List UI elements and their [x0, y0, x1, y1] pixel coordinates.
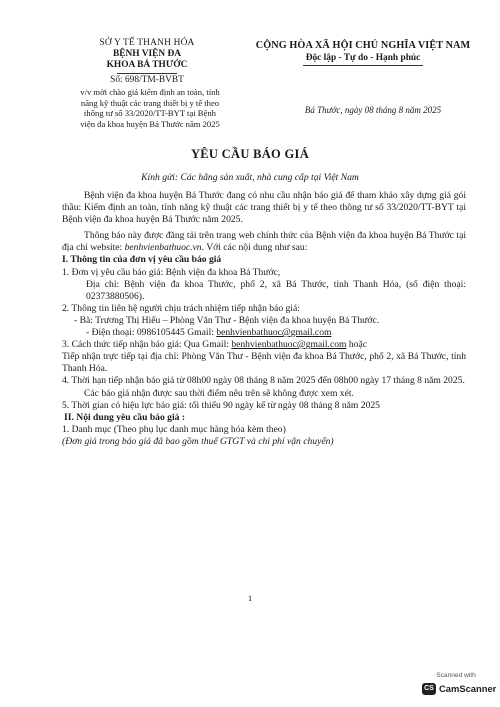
intro-paragraph: Bệnh viện đa khoa huyện Bá Thước đang có nhu cầu nhận báo giá để tham khảo xây dựng giá gói thầu: Kiểm định an toàn, tính năng kỹ thuật các trang thiết bị y tế theo thông tư số 33/2020/TT-BYT tại Bệnh viện đa khoa huyện Bá Thước năm 2025. — [62, 190, 466, 226]
regarding-line: năng kỹ thuật các trang thiết bị y tế theo — [80, 97, 220, 108]
nation-name: CỘNG HÒA XÃ HỘI CHỦ NGHĨA VIỆT NAM — [255, 40, 471, 51]
notice-paragraph — [62, 230, 466, 254]
section2-item1: 1. Danh mục (Theo phụ lục danh mục hàng hóa kèm theo) — [62, 423, 286, 435]
scanner-brand: CamScanner — [439, 683, 497, 694]
camscanner-logo-icon: CS — [422, 683, 436, 695]
document-number: Số: 698/TM-BVBT — [110, 75, 184, 85]
item3-text-end: hoặc — [346, 339, 367, 351]
scanner-watermark — [421, 672, 497, 700]
website-link[interactable]: benhvienbathuoc.vn — [124, 242, 202, 254]
motto-underline — [303, 65, 423, 66]
section1-contact-person: - Bà: Trương Thị Hiếu – Phòng Văn Thư - Bệnh viện đa khoa huyện Bá Thước. — [74, 314, 380, 326]
notice-text-end: . Với các nội dung như sau: — [201, 242, 308, 254]
regarding-line: thông tư số 33/2020/TT-BYT tại Bệnh — [84, 108, 216, 118]
section1-item5: 5. Thời gian có hiệu lực báo giá: tối thiểu 90 ngày kể từ ngày 08 tháng 8 năm 2025 — [62, 399, 380, 411]
item3-text: 3. Cách thức tiếp nhận báo giá: Qua Gmail: — [62, 339, 232, 351]
national-motto: Độc lập - Tự do - Hạnh phúc — [305, 53, 421, 63]
section1-item3-continued: Tiếp nhận trực tiếp tại địa chỉ: Phòng Văn Thư - Bệnh viện đa khoa Bá Thước, phố 2, xã Bá Thước, tỉnh Thanh Hóa. — [62, 351, 466, 375]
scanner-caption: Scanned with — [436, 672, 476, 679]
issuer-block — [62, 38, 232, 86]
notice-text: Thông báo này được đăng tải trên trang web chính thức của Bệnh viện đa khoa huyện Bá Thước tại địa chỉ website: — [62, 230, 466, 254]
section1-address: Địa chỉ: Bệnh viện đa khoa Thước, phố 2, xã Bá Thước, tỉnh Thanh Hóa, (số điện thoại: 02373880506). — [86, 278, 466, 302]
section1-item1: 1. Đơn vị yêu cầu báo giá: Bệnh viện đa khoa Bá Thước, — [62, 266, 281, 278]
section1-phone — [62, 327, 466, 339]
section2-price-note: (Đơn giá trong báo giá đã bao gồm thuế GTGT và chi phí vận chuyển) — [62, 435, 334, 447]
hospital-name-line1: BỆNH VIỆN ĐA — [112, 49, 182, 59]
page-number: 1 — [247, 593, 253, 603]
issuer-underline — [117, 73, 177, 74]
section1-item3 — [62, 339, 466, 351]
section1-heading: I. Thông tin của đơn vị yêu cầu báo giá — [62, 254, 222, 266]
contact-email-link[interactable]: benhvienbathuoc@gmail.com — [216, 327, 332, 339]
hospital-name-line2: KHOA BÁ THƯỚC — [106, 60, 188, 70]
department-name: SỞ Y TẾ THANH HÓA — [99, 38, 195, 48]
section1-item2: 2. Thông tin liên hệ người chịu trách nhiệm tiếp nhận báo giá: — [62, 302, 300, 314]
document-body — [62, 190, 466, 448]
section1-item4: 4. Thời hạn tiếp nhận báo giá từ 08h00 ngày 08 tháng 8 năm 2025 đến 08h00 ngày 17 tháng 8 năm 2025. — [62, 375, 465, 387]
national-header — [232, 40, 494, 66]
submission-email-link[interactable]: benhvienbathuoc@gmail.com — [231, 339, 347, 351]
regarding-line: viện đa khoa huyện Bá Thước năm 2025 — [80, 118, 220, 129]
section1-late-note: Các báo giá nhận được sau thời điểm nêu trên sẽ không được xem xét. — [84, 387, 354, 399]
section2-heading: II. Nội dung yêu cầu báo giá : — [64, 411, 186, 423]
phone-label: - Điện thoại: 0986105445 Gmail: — [86, 327, 217, 339]
regarding-summary — [60, 87, 240, 129]
document-title: YÊU CẦU BÁO GIÁ — [190, 147, 310, 161]
regarding-line: v/v mời chào giá kiểm định an toàn, tính — [80, 87, 220, 97]
place-and-date: Bá Thước, ngày 08 tháng 8 năm 2025 — [304, 105, 442, 115]
greeting: Kính gửi: Các hãng sản xuất, nhà cung cấp tại Việt Nam — [141, 172, 359, 183]
